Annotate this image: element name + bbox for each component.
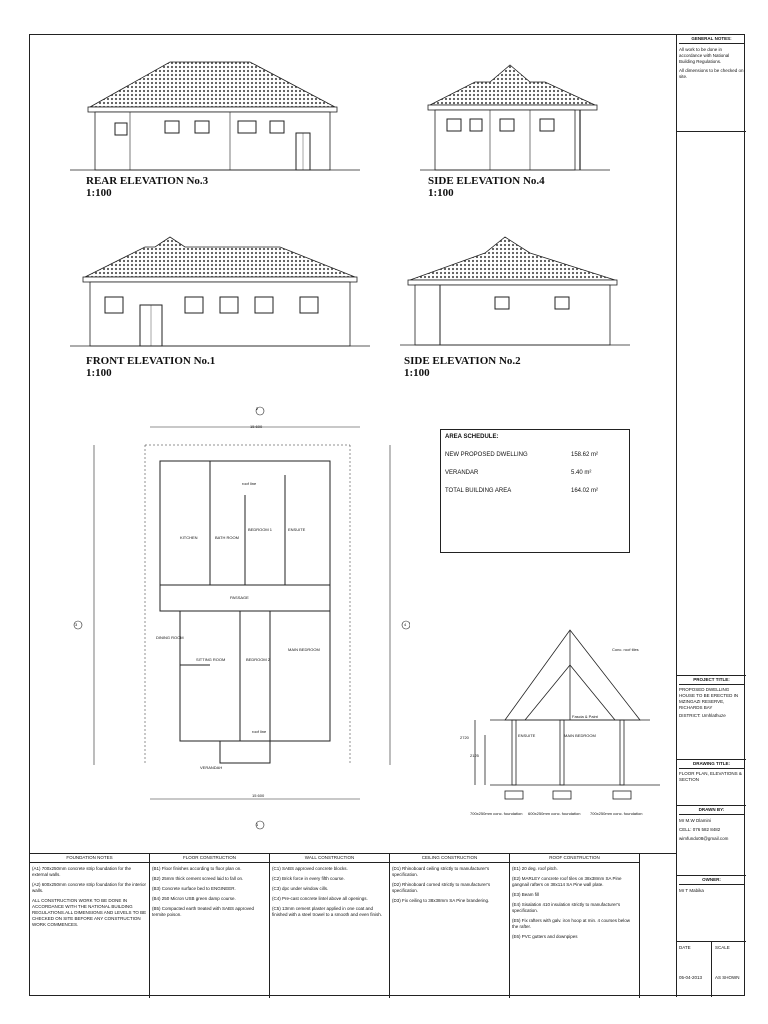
rear-elevation-scale: 1:100 <box>86 187 112 199</box>
room-verandah: VERANDAH <box>200 765 223 770</box>
drawn-by-email: wimfundo08@gmail.com <box>679 836 729 841</box>
room-bedroom-1: BEDROOM 1 <box>248 527 273 532</box>
date-label: DATE <box>679 945 691 950</box>
grid-label-top: 2 <box>256 406 259 411</box>
note-item: (A1) 700x250mm concrete strip foundation for the external walls. <box>32 866 132 877</box>
note-item: (D3) Fix ceiling to 38x38mm SA Pine brandering. <box>392 898 490 903</box>
area-row <box>445 452 625 458</box>
drawn-by-heading: DRAWN BY: <box>679 806 744 815</box>
general-notes-block <box>677 35 746 83</box>
section-label-roof-tiles: Conc. roof tiles <box>612 647 639 652</box>
room-sitting: SITTING ROOM <box>196 657 226 662</box>
area-row-label: TOTAL BUILDING AREA <box>445 488 512 494</box>
project-district: DISTRICT: Umhlathuze <box>679 713 726 718</box>
note-item: (A2) 600x250mm concrete strip foundation for the interior walls. <box>32 882 147 893</box>
area-row <box>445 470 625 476</box>
owner-heading: OWNER: <box>679 876 744 885</box>
note-item: (E6) PVC gutters and downpipes <box>512 934 578 939</box>
area-row-value: 164.02 m² <box>571 488 599 494</box>
note-item: (D2) Rhinoboard corned strictly to manufacturer's specification. <box>392 882 491 893</box>
drawing-title-heading: DRAWING TITLE: <box>679 760 744 769</box>
section-dim-2125: 2125 <box>470 753 479 758</box>
foundation-notes-col <box>30 854 150 998</box>
ceiling-construction-col <box>390 854 510 998</box>
scale-label: SCALE <box>715 945 730 950</box>
area-row <box>445 488 625 494</box>
front-elevation-drawing <box>70 235 390 365</box>
front-elevation-title: FRONT ELEVATION No.1 <box>86 355 216 367</box>
drawn-by-name: Mr M.W Dlamini <box>679 818 711 823</box>
grid-label-right: 4 <box>404 622 407 627</box>
section-dim-2720: 2720 <box>460 735 469 740</box>
general-note: All work to be done in accordance with National Building Regulations. <box>679 47 730 64</box>
notes-col-heading: FLOOR CONSTRUCTION <box>150 854 269 863</box>
note-item: (C4) Pre-cast concrete lintel above all openings. <box>272 896 368 901</box>
note-item: (B2) 25mm thick cement screed laid to fall on. <box>152 876 244 881</box>
note-item: (B4) 250 Micron USB green damp course. <box>152 896 236 901</box>
drawn-by-cell: CELL: 076 582 8482 <box>679 827 721 832</box>
drawn-by-block <box>677 806 746 845</box>
section-foundation-3: 700x250mm conc. foundation <box>590 811 643 816</box>
notes-col-heading: WALL CONSTRUCTION <box>270 854 389 863</box>
wall-construction-col <box>270 854 390 998</box>
note-item: (E1) 20 deg. roof pitch. <box>512 866 558 871</box>
drawing-title-block <box>677 760 746 785</box>
note-item: (C2) Brick force in every fifth course. <box>272 876 345 881</box>
plan-dim-top-total: 15 600 <box>250 424 263 429</box>
room-passage: PASSAGE <box>230 595 249 600</box>
note-item: (E2) MARLEY concrete roof tiles on 38x38mm SA Pine gangnail rafters on 38x114 SA Pine wall plate. <box>512 876 622 887</box>
owner-block <box>677 876 746 897</box>
note-item: (B5) Compacted earth treated with SABS approved termite poison. <box>152 906 255 917</box>
front-elevation-scale: 1:100 <box>86 367 112 379</box>
room-bedroom-2: BEDROOM 2 <box>246 657 271 662</box>
side-elevation-4-scale: 1:100 <box>428 187 454 199</box>
note-item: (E3) Beam fill <box>512 892 540 897</box>
area-row-label: VERANDAR <box>445 470 479 476</box>
drawing-sheet <box>29 34 745 996</box>
general-note: All dimensions to be checked on site. <box>679 68 744 79</box>
section-label-ensuite: ENSUITE <box>518 733 536 738</box>
grid-label-bottom: 1 <box>256 822 259 827</box>
section-foundation-2: 600x250mm conc. foundation <box>528 811 581 816</box>
notes-table <box>30 853 676 997</box>
notes-col-heading: FOUNDATION NOTES <box>30 854 149 863</box>
project-title-text: PROPOSED DWELLING HOUSE TO BE ERECTED IN MZINGAZI RESERVE, RICHARDS BAY <box>679 687 739 710</box>
note-item: (C5) 13mm cement plaster applied in one coat and finished with a steel trowel to a smooth and even finish. <box>272 906 383 917</box>
note-item: (E4) Sisalation 410 insulation strictly to manufacturer's specification. <box>512 902 621 913</box>
note-item: ALL CONSTRUCTION WORK TO BE DONE IN ACCORDANCE WITH THE NATIONAL BUILDING REGULATIONS.ALL DIMENSIONS AND LEVELS TO BE CHECKED ON SITE BEFORE ANY CONSTRUCTION WORK COMMENCES. <box>32 898 147 927</box>
floor-plan-drawing <box>70 405 410 845</box>
project-heading: PROJECT TITLE: <box>679 676 744 685</box>
note-item: (E5) Fix rafters with galv. iron hoop at min. 4 courses below the rafter. <box>512 918 630 929</box>
side-elevation-2-drawing <box>395 235 645 365</box>
date-value: 05-04-2013 <box>679 975 703 980</box>
note-item: (C3) dpc under window cills. <box>272 886 329 891</box>
section-label-fascia: Fascia & Paint <box>572 714 598 719</box>
general-notes-heading: GENERAL NOTES: <box>679 35 744 44</box>
roof-line-note-top: roof line <box>242 481 257 486</box>
note-item: (D1) Rhinoboard ceiling strictly to manufacturer's specification. <box>392 866 490 877</box>
area-row-label: NEW PROPOSED DWELLING <box>445 452 528 458</box>
note-item: (B1) Floor finishes according to floor plan on. <box>152 866 242 871</box>
rear-elevation-title: REAR ELEVATION No.3 <box>86 175 209 187</box>
side-elevation-2-title: SIDE ELEVATION No.2 <box>404 355 521 367</box>
grid-label-left: 3 <box>75 622 78 627</box>
floor-construction-col <box>150 854 270 998</box>
area-schedule <box>440 429 630 553</box>
roof-construction-col <box>510 854 640 998</box>
drawing-title-text: FLOOR PLAN, ELEVATIONS & SECTION <box>679 771 742 782</box>
owner-name: Mr T Mabika <box>679 888 704 893</box>
side-elevation-4-title: SIDE ELEVATION No.4 <box>428 175 545 187</box>
roof-line-note-bottom: roof line <box>252 729 267 734</box>
room-kitchen: KITCHEN <box>180 535 198 540</box>
area-row-value: 158.62 m² <box>571 452 599 458</box>
room-dining: DINING ROOM <box>156 635 184 640</box>
plan-dim-bottom-total: 15 600 <box>252 793 265 798</box>
room-main-bedroom: MAIN BEDROOM <box>288 647 320 652</box>
notes-col-heading: CEILING CONSTRUCTION <box>390 854 509 863</box>
note-item: (C1) SABS approved concrete blocks. <box>272 866 348 871</box>
area-row-value: 5.40 m² <box>571 470 592 476</box>
room-bathroom: BATH ROOM <box>215 535 239 540</box>
section-foundation-1: 700x250mm conc. foundation <box>470 811 523 816</box>
section-drawing <box>450 625 675 825</box>
side-elevation-2-scale: 1:100 <box>404 367 430 379</box>
section-label-main-bedroom: MAIN BEDROOM <box>564 733 596 738</box>
area-schedule-title: AREA SCHEDULE: <box>445 434 499 440</box>
title-block <box>676 35 746 997</box>
note-item: (B3) Concrete surface bed to ENGINEER. <box>152 886 236 891</box>
project-block <box>677 676 746 721</box>
scale-value: AS SHOWN <box>715 975 740 980</box>
room-ensuite: ENSUITE <box>288 527 306 532</box>
notes-col-heading: ROOF CONSTRUCTION <box>510 854 639 863</box>
